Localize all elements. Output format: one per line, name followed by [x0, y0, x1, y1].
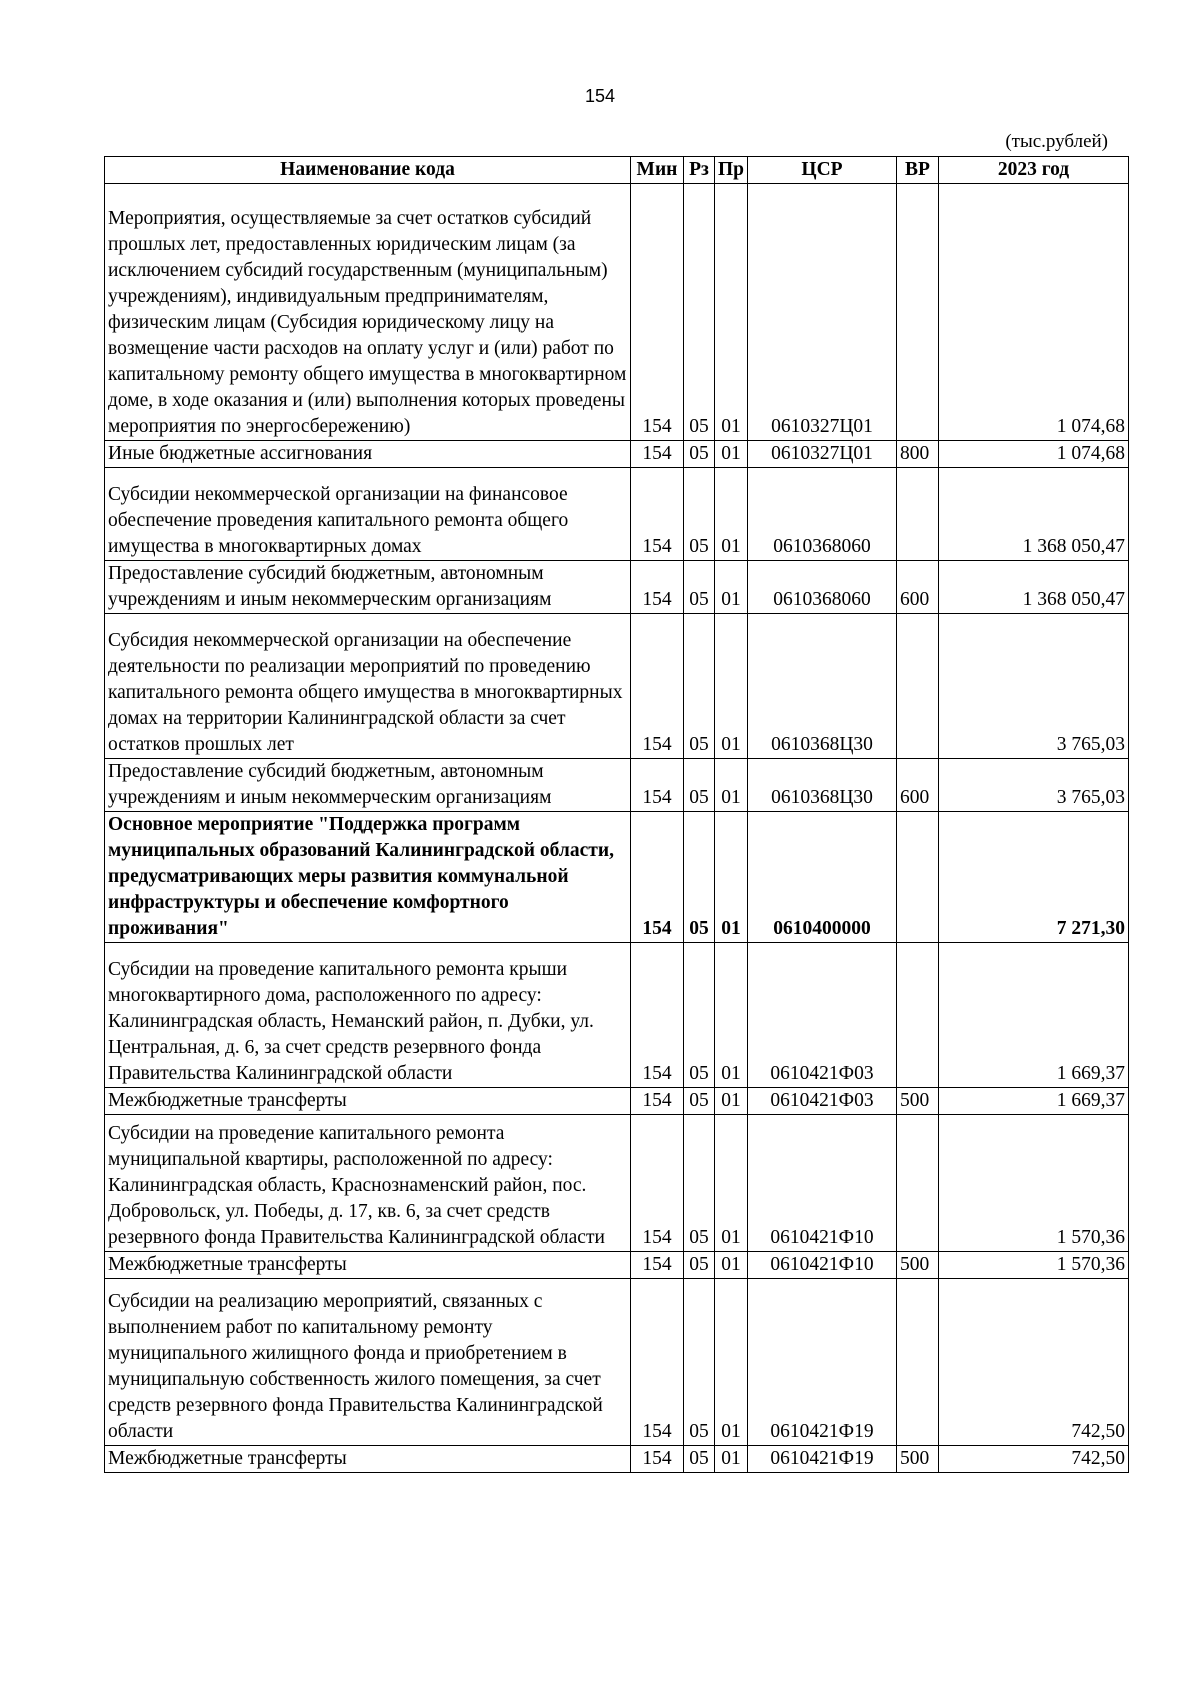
- table-row: [105, 1252, 1129, 1279]
- row-amount: 1 074,68: [939, 184, 1129, 441]
- units-label: (тыс.рублей): [1005, 131, 1108, 152]
- row-rz: 05: [684, 468, 715, 561]
- row-min: 154: [631, 561, 684, 614]
- row-pr: 01: [715, 614, 748, 759]
- row-rz: 05: [684, 1279, 715, 1446]
- row-csr: 0610400000: [748, 812, 897, 943]
- row-vr: 600: [897, 759, 939, 812]
- row-csr: 0610421Ф10: [748, 1115, 897, 1252]
- col-header-csr: ЦСР: [748, 157, 897, 184]
- row-name: Предоставление субсидий бюджетным, автономным учреждениям и иным некоммерческим организациям: [105, 561, 631, 614]
- row-amount: 1 368 050,47: [939, 468, 1129, 561]
- col-header-vr: ВР: [897, 157, 939, 184]
- row-pr: 01: [715, 441, 748, 468]
- row-min: 154: [631, 1252, 684, 1279]
- row-csr: 0610421Ф03: [748, 943, 897, 1088]
- row-min: 154: [631, 1115, 684, 1252]
- row-rz: 05: [684, 1252, 715, 1279]
- table-row: [105, 1115, 1129, 1252]
- row-min: 154: [631, 1088, 684, 1115]
- row-rz: 05: [684, 184, 715, 441]
- row-name: Межбюджетные трансферты: [105, 1088, 631, 1115]
- row-amount: 1 669,37: [939, 943, 1129, 1088]
- row-min: 154: [631, 943, 684, 1088]
- row-pr: 01: [715, 812, 748, 943]
- row-csr: 0610368060: [748, 561, 897, 614]
- row-vr: [897, 184, 939, 441]
- table-row: [105, 468, 1129, 561]
- row-csr: 0610421Ф19: [748, 1446, 897, 1473]
- row-pr: 01: [715, 943, 748, 1088]
- row-min: 154: [631, 441, 684, 468]
- table-row: [105, 1088, 1129, 1115]
- row-amount: 742,50: [939, 1446, 1129, 1473]
- row-csr: 0610368Ц30: [748, 759, 897, 812]
- row-csr: 0610368060: [748, 468, 897, 561]
- col-header-name: Наименование кода: [105, 157, 631, 184]
- row-pr: 01: [715, 561, 748, 614]
- row-vr: 600: [897, 561, 939, 614]
- row-vr: 500: [897, 1446, 939, 1473]
- row-csr: 0610421Ф10: [748, 1252, 897, 1279]
- row-csr: 0610327Ц01: [748, 184, 897, 441]
- table-row: [105, 614, 1129, 759]
- row-vr: [897, 943, 939, 1088]
- row-vr: 800: [897, 441, 939, 468]
- row-amount: 1 570,36: [939, 1252, 1129, 1279]
- row-name: Субсидии на проведение капитального ремонта муниципальной квартиры, расположенной по адресу: Калининградская область, Краснознаменский район, пос. Добровольск, ул. Победы, д. 17, кв. 6, за счет средств резервного фонда Правительства Калининградской области: [105, 1115, 631, 1252]
- row-amount: 1 570,36: [939, 1115, 1129, 1252]
- row-rz: 05: [684, 812, 715, 943]
- table-row: [105, 184, 1129, 441]
- row-csr: 0610327Ц01: [748, 441, 897, 468]
- row-min: 154: [631, 759, 684, 812]
- row-rz: 05: [684, 943, 715, 1088]
- row-vr: [897, 1115, 939, 1252]
- row-name: Субсидии на реализацию мероприятий, связанных с выполнением работ по капитальному ремонту муниципального жилищного фонда и приобретением в муниципальную собственность жилого помещения, за счет средств резервного фонда Правительства Калининградской области: [105, 1279, 631, 1446]
- row-name: Субсидии на проведение капитального ремонта крыши многоквартирного дома, расположенного по адресу: Калининградская область, Неманский район, п. Дубки, ул. Центральная, д. 6, за счет средств резервного фонда Правительства Калининградской области: [105, 943, 631, 1088]
- row-name: Межбюджетные трансферты: [105, 1252, 631, 1279]
- row-csr: 0610421Ф03: [748, 1088, 897, 1115]
- table-row: [105, 759, 1129, 812]
- table-row-main-activity: [105, 812, 1129, 943]
- row-pr: 01: [715, 1279, 748, 1446]
- row-pr: 01: [715, 759, 748, 812]
- table-header-row: [105, 157, 1129, 184]
- row-rz: 05: [684, 441, 715, 468]
- col-header-rz: Рз: [684, 157, 715, 184]
- row-amount: 1 669,37: [939, 1088, 1129, 1115]
- row-pr: 01: [715, 1446, 748, 1473]
- row-rz: 05: [684, 1115, 715, 1252]
- col-header-min: Мин: [631, 157, 684, 184]
- row-rz: 05: [684, 1088, 715, 1115]
- row-name: Мероприятия, осуществляемые за счет остатков субсидий прошлых лет, предоставленных юридическим лицам (за исключением субсидий государственным (муниципальным) учреждениям), индивидуальным предпринимателям, физическим лицам (Субсидия юридическому лицу на возмещение части расходов на оплату услуг и (или) работ по капитальному ремонту общего имущества в многоквартирном доме, в ходе оказания и (или) выполнения которых проведены мероприятия по энергосбережению): [105, 184, 631, 441]
- row-min: 154: [631, 1446, 684, 1473]
- table-row: [105, 441, 1129, 468]
- row-min: 154: [631, 1279, 684, 1446]
- table-row: [105, 1279, 1129, 1446]
- row-vr: [897, 614, 939, 759]
- table-row: [105, 943, 1129, 1088]
- table-row: [105, 561, 1129, 614]
- row-min: 154: [631, 614, 684, 759]
- row-pr: 01: [715, 184, 748, 441]
- row-amount: 7 271,30: [939, 812, 1129, 943]
- row-name: Основное мероприятие "Поддержка программ муниципальных образований Калининградской области, предусматривающих меры развития коммунальной инфраструктуры и обеспечение комфортного проживания": [105, 812, 631, 943]
- row-name: Межбюджетные трансферты: [105, 1446, 631, 1473]
- row-amount: 3 765,03: [939, 614, 1129, 759]
- row-pr: 01: [715, 1115, 748, 1252]
- row-pr: 01: [715, 468, 748, 561]
- row-min: 154: [631, 184, 684, 441]
- page-number: 154: [584, 86, 616, 106]
- row-name: Предоставление субсидий бюджетным, автономным учреждениям и иным некоммерческим организациям: [105, 759, 631, 812]
- row-vr: [897, 1279, 939, 1446]
- table-body: [105, 184, 1129, 1473]
- row-min: 154: [631, 468, 684, 561]
- row-vr: 500: [897, 1252, 939, 1279]
- row-amount: 3 765,03: [939, 759, 1129, 812]
- row-rz: 05: [684, 759, 715, 812]
- col-header-amount: 2023 год: [939, 157, 1129, 184]
- row-pr: 01: [715, 1088, 748, 1115]
- row-amount: 742,50: [939, 1279, 1129, 1446]
- row-csr: 0610421Ф19: [748, 1279, 897, 1446]
- row-amount: 1 368 050,47: [939, 561, 1129, 614]
- row-csr: 0610368Ц30: [748, 614, 897, 759]
- row-min: 154: [631, 812, 684, 943]
- budget-table: [104, 156, 1129, 1473]
- row-amount: 1 074,68: [939, 441, 1129, 468]
- row-vr: 500: [897, 1088, 939, 1115]
- row-vr: [897, 468, 939, 561]
- row-vr: [897, 812, 939, 943]
- row-pr: 01: [715, 1252, 748, 1279]
- table-row: [105, 1446, 1129, 1473]
- row-rz: 05: [684, 561, 715, 614]
- row-rz: 05: [684, 1446, 715, 1473]
- row-name: Иные бюджетные ассигнования: [105, 441, 631, 468]
- col-header-pr: Пр: [715, 157, 748, 184]
- row-name: Субсидия некоммерческой организации на обеспечение деятельности по реализации мероприятий по проведению капитального ремонта общего имущества в многоквартирных домах на территории Калининградской области за счет остатков прошлых лет: [105, 614, 631, 759]
- row-rz: 05: [684, 614, 715, 759]
- row-name: Субсидии некоммерческой организации на финансовое обеспечение проведения капитального ремонта общего имущества в многоквартирных домах: [105, 468, 631, 561]
